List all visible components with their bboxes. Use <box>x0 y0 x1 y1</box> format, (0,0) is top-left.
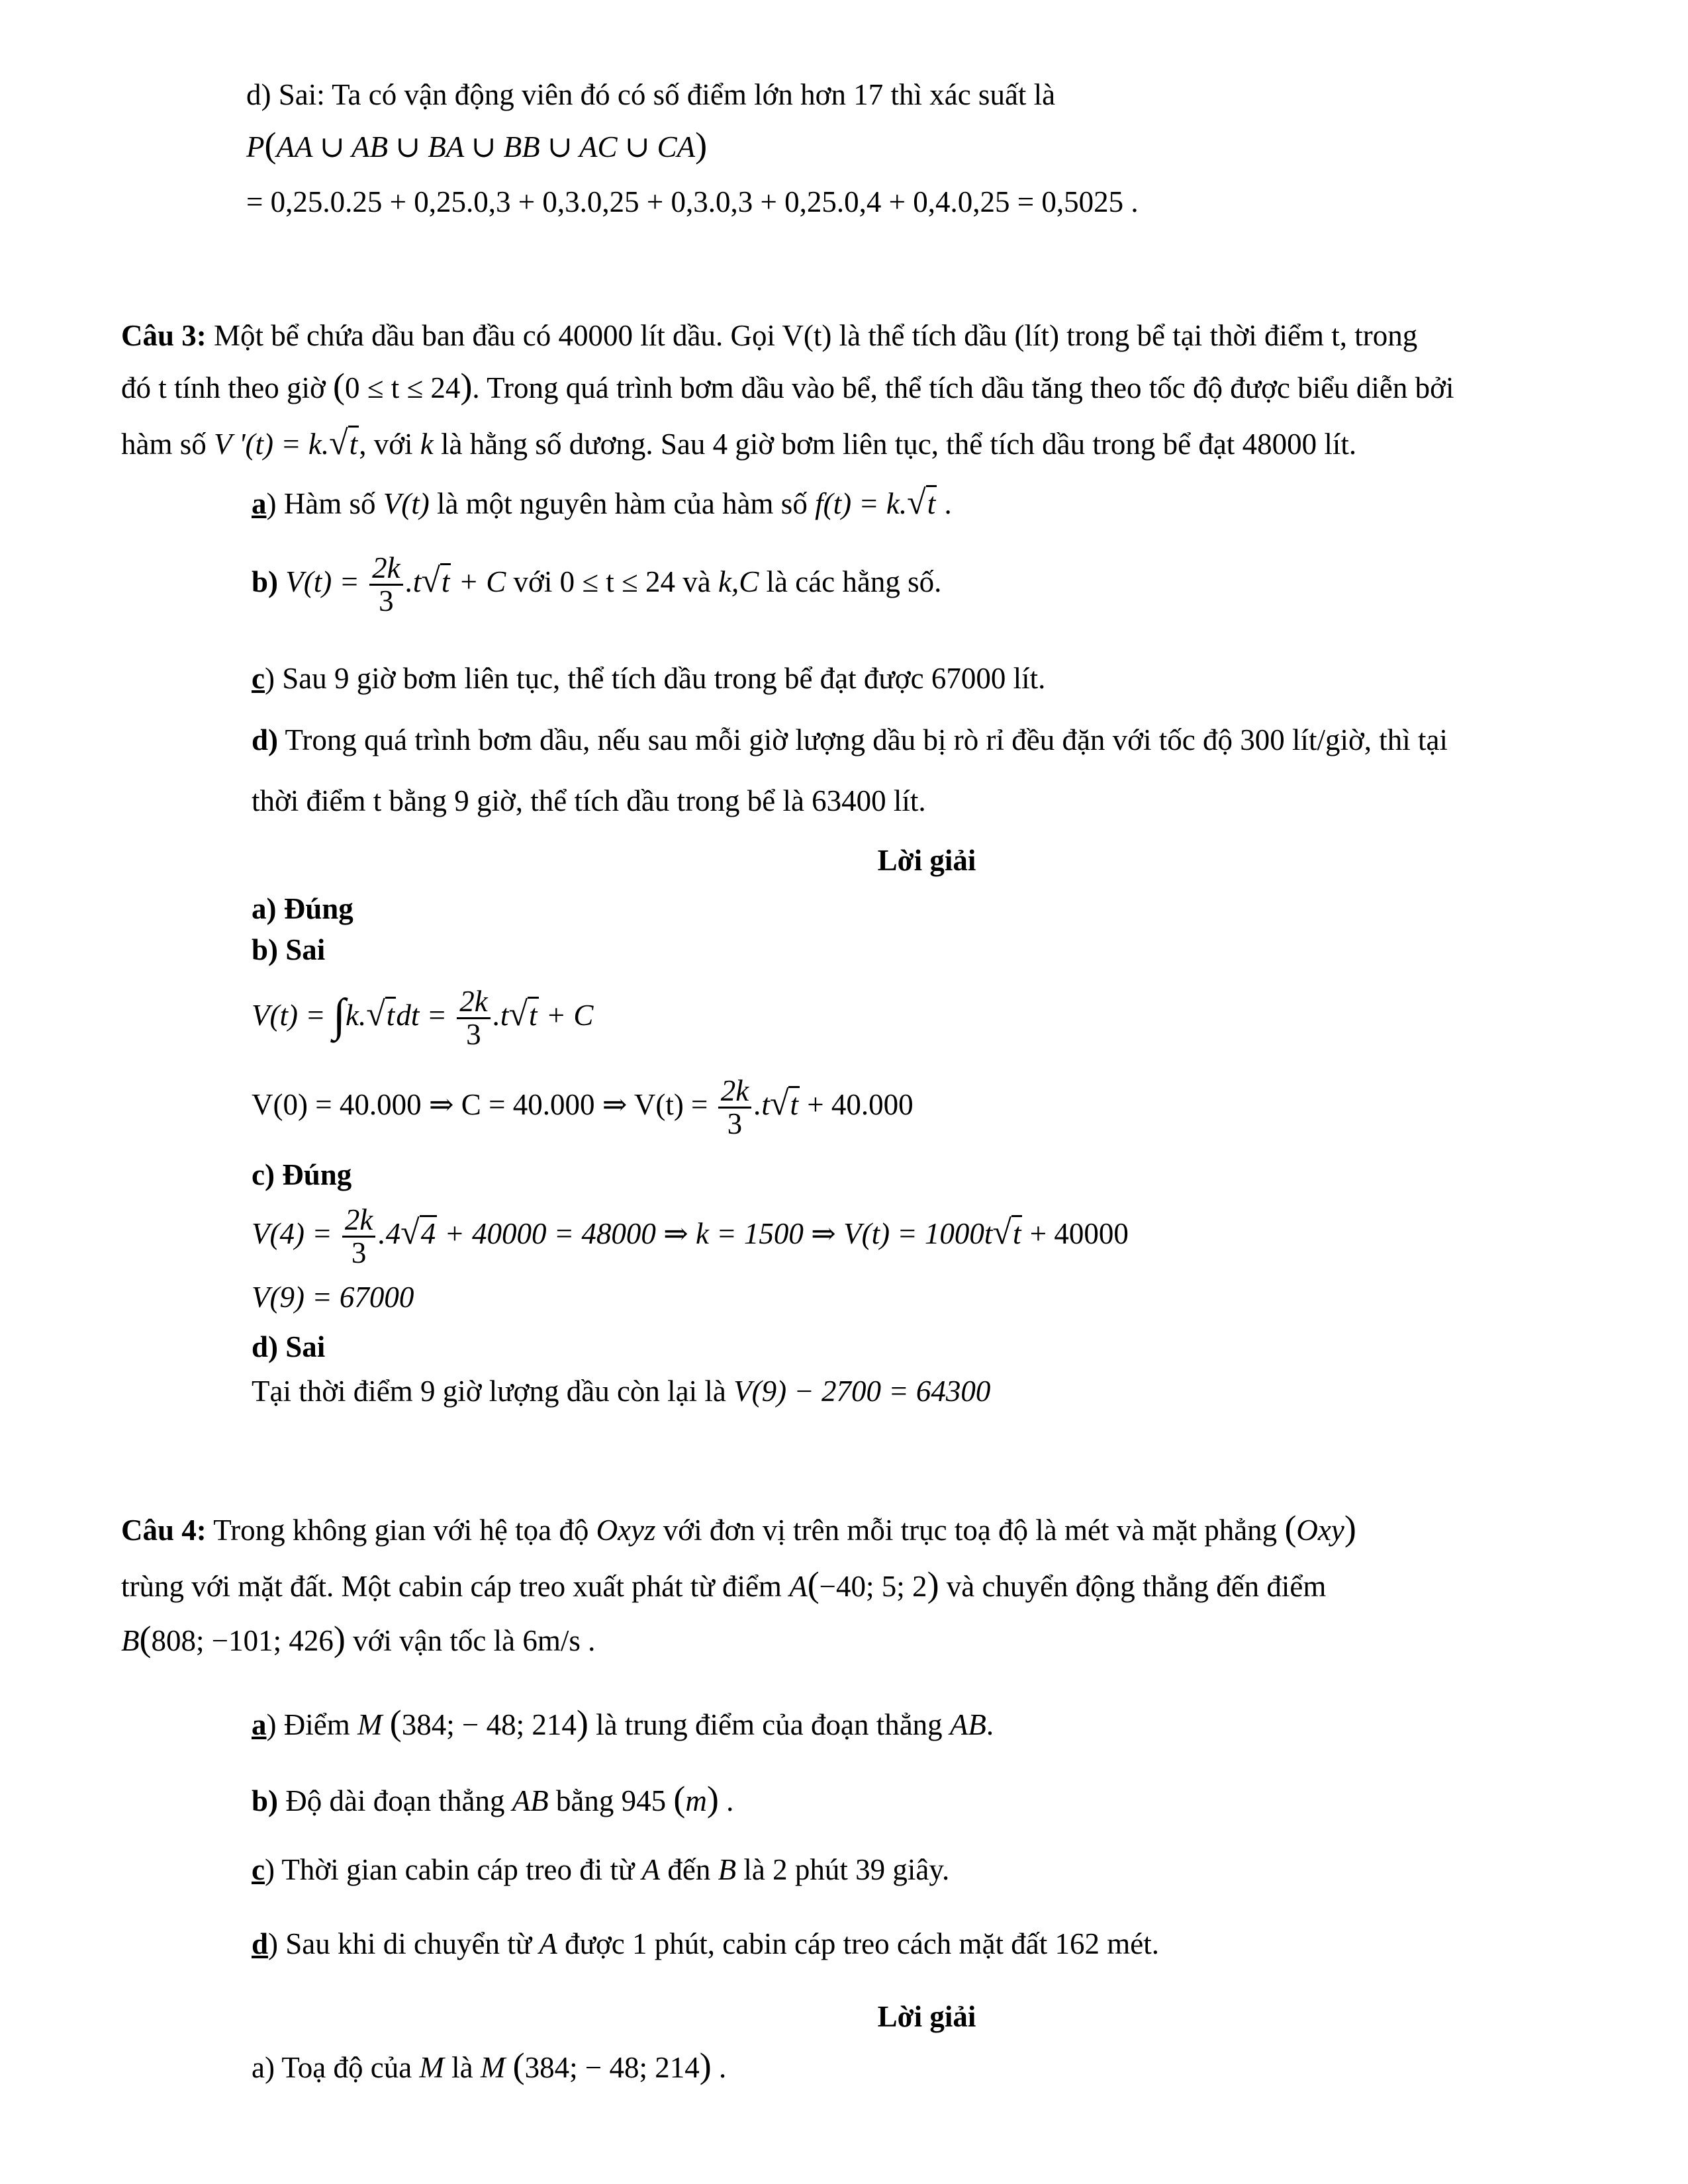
q3-stem-line-1: Câu 3: Một bể chứa dầu ban đầu có 40000 lít dầu. Gọi V(t) là thể tích dầu (lít) trong bể tại thời điểm t, trong <box>121 319 1418 352</box>
q4-label: Câu 4: <box>121 1514 207 1547</box>
q3-solution-eq-v9: V(9) = 67000 <box>252 1281 414 1314</box>
q3-label: Câu 3: <box>121 319 207 352</box>
q3-stem-line-2: đó t tính theo giờ (0 ≤ t ≤ 24). Trong quá trình bơm dầu vào bể, thể tích dầu tăng theo tốc độ được biểu diễn bởi <box>121 366 1454 406</box>
q3-solution-d-text: Tại thời điểm 9 giờ lượng dầu còn lại là V(9) − 2700 = 64300 <box>252 1375 991 1408</box>
q3-option-a: a) Hàm số V(t) là một nguyên hàm của hàm số f(t) = k.√t . <box>252 484 952 522</box>
q4-option-c: c) Thời gian cabin cáp treo đi từ A đến B là 2 phút 39 giây. <box>252 1853 950 1886</box>
q4-option-a: a) Điểm M (384; − 48; 214) là trung điểm của đoạn thẳng AB. <box>252 1703 994 1743</box>
q3-solution-title: Lời giải <box>877 844 976 877</box>
q3-answer-d: d) Sai <box>252 1330 326 1363</box>
q3-option-d-line-2: thời điểm t bằng 9 giờ, thể tích dầu trong bể là 63400 lít. <box>252 784 926 817</box>
q4-option-d: d) Sau khi di chuyển từ A được 1 phút, cabin cáp treo cách mặt đất 162 mét. <box>252 1927 1159 1960</box>
q3-answer-a: a) Đúng <box>252 892 353 925</box>
q3-answer-b: b) Sai <box>252 933 326 966</box>
q2-d-statement: d) Sai: Ta có vận động viên đó có số điểm lớn hơn 17 thì xác suất là <box>246 78 1056 111</box>
q3-option-c: c) Sau 9 giờ bơm liên tục, thể tích dầu trong bể đạt được 67000 lít. <box>252 662 1046 695</box>
q4-stem-line-2: trùng với mặt đất. Một cabin cáp treo xuất phát từ điểm A(−40; 5; 2) và chuyển động thẳng đến điểm <box>121 1565 1327 1604</box>
q2-d-probability-expression: P(AA ∪ AB ∪ BA ∪ BB ∪ AC ∪ CA) <box>246 125 708 165</box>
q3-solution-eq-initial: V(0) = 40.000 ⇒ C = 40.000 ⇒ V(t) = $\frac{2k}{3}$ .t√t + 40.000 <box>252 1074 914 1141</box>
q3-answer-c: c) Đúng <box>252 1158 352 1191</box>
q4-solution-a: a) Toạ độ của M là M (384; − 48; 214) . <box>252 2046 727 2085</box>
q3-solution-eq-k: V(4) = $\frac{2k}{3}$ .4√4 + 40000 = 48000 ⇒ k = 1500 ⇒ V(t) = 1000t√t + 40000 <box>252 1203 1129 1270</box>
q3-stem-line-3: hàm số V '(t) = k.√t, với k là hằng số dương. Sau 4 giờ bơm liên tục, thể tích dầu trong bể đạt 48000 lít. <box>121 424 1357 462</box>
q4-stem-line-3: B(808; −101; 426) với vận tốc là 6m/s . <box>121 1619 596 1659</box>
q2-d-calculation: = 0,25.0.25 + 0,25.0,3 + 0,3.0,25 + 0,3.0,3 + 0,25.0,4 + 0,4.0,25 = 0,5025 . <box>246 185 1139 218</box>
q4-option-b: b) Độ dài đoạn thẳng AB bằng 945 (m) . <box>252 1779 734 1819</box>
q3-option-b: b) V(t) = $\frac{2k}{3}$ .t√t + C với 0 ≤ t ≤ 24 và k,C là các hằng số. <box>252 551 942 618</box>
q3-solution-eq-integral: V(t) = ∫k.√tdt = $\frac{2k}{3}$ .t√t + C <box>252 985 594 1052</box>
q4-solution-title: Lời giải <box>877 2000 976 2033</box>
q3-option-d-line-1: d) Trong quá trình bơm dầu, nếu sau mỗi giờ lượng dầu bị rò rỉ đều đặn với tốc độ 300 lít/giờ, thì tại <box>252 723 1448 756</box>
q4-stem-line-1: Câu 4: Trong không gian với hệ tọa độ Oxyz với đơn vị trên mỗi trục toạ độ là mét và mặt phẳng (Oxy) <box>121 1508 1356 1548</box>
